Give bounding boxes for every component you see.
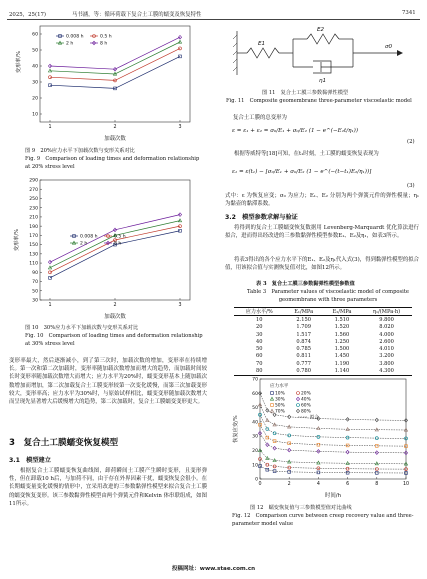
table-row: [234, 360, 412, 367]
y-tick-label: 40: [32, 64, 38, 70]
fig12-legend-title: 应力水平: [270, 384, 289, 389]
legend-label: 0.008 h: [80, 234, 98, 240]
table-cell: 9.800: [379, 316, 394, 323]
fig9-legend: [56, 34, 112, 47]
data-point: [178, 219, 181, 222]
table-row: [234, 353, 412, 360]
table-cell: 20: [256, 324, 263, 331]
table-cell: 40: [256, 338, 263, 345]
table-cell: 0.874: [296, 338, 311, 345]
y-tick-label: 0: [255, 477, 258, 483]
x-tick-label: 1: [48, 303, 52, 308]
fit-line: [260, 459, 406, 469]
legend-marker: [296, 409, 299, 413]
y-tick-label: 190: [29, 224, 38, 230]
x-tick-label: 8: [375, 482, 379, 487]
table-cell: 4.000: [379, 331, 394, 338]
x-tick-label: 0: [258, 482, 262, 487]
x-tick-label: 2: [113, 125, 117, 130]
data-point: [266, 436, 269, 439]
table3-title-cn: 表 3 复合土工膜三参数黏弹性模型参数值: [256, 281, 355, 287]
legend-label: 80%: [301, 409, 311, 415]
y-tick-label: 60: [252, 391, 258, 397]
y-tick-label: 110: [29, 261, 38, 267]
right-intro: 复合土工膜的总变形为: [233, 115, 287, 121]
y-tick-label: 250: [29, 197, 38, 203]
legend-marker: [270, 409, 273, 412]
legend-label: 2 h: [66, 41, 74, 47]
table-row: [234, 367, 412, 375]
y-tick-label: 290: [29, 178, 38, 184]
y-tick-label: 210: [29, 215, 38, 221]
x-tick-label: 4: [316, 482, 320, 487]
data-point: [375, 462, 378, 465]
fig10-caption-en: [25, 333, 205, 348]
fit-line: [260, 433, 406, 453]
x-tick-label: 1: [48, 125, 52, 130]
x-tick-label: 10: [402, 482, 410, 487]
data-point: [317, 427, 320, 430]
table-header-cell: E₂/MPa: [323, 308, 361, 316]
y-tick-label: 170: [29, 233, 38, 239]
table-row: [234, 338, 412, 345]
label-e2: E2: [317, 27, 325, 33]
table-cell: 1.709: [296, 324, 311, 331]
data-point: [48, 260, 51, 264]
fig9-xlabel: 加载次数: [104, 136, 126, 142]
fig10-caption-cn: 图 10 30%应力水平下加载次数与变形关系对比: [25, 325, 139, 331]
legend-label: 拟合: [310, 415, 319, 421]
y-tick-label: 60: [32, 32, 38, 38]
table-cell: 1.140: [323, 367, 361, 375]
right-paragraph-4: 将得到的复合土工膜蠕变恢复数据用 Levenberg-Marquardt 优化算法进行拟合，进而得出经改进的三参数黏弹性模型参数E₁、E₂及η₁，如表3所示。: [225, 225, 419, 240]
section-3-2-heading: 3.2 模型参数求解与验证: [225, 214, 298, 221]
x-tick-label: 6: [346, 482, 350, 487]
table-cell: 1.520: [334, 324, 350, 331]
fig12-caption-en: [232, 513, 418, 528]
fig10-ylabel: 变形率/%: [14, 228, 20, 252]
table-cell: 1.560: [334, 331, 350, 338]
fig9-caption-cn: 图 9 20%应力水平下加载次数与变形关系对比: [25, 148, 135, 154]
y-tick-label: 20: [252, 449, 258, 455]
running-header-title: 马书涵，等：循环荷载下复合土工膜的蠕变及恢复特性: [72, 12, 202, 18]
label-e1: E1: [258, 41, 266, 47]
table-cell: 60: [256, 353, 263, 360]
y-tick-label: 40: [252, 420, 258, 426]
table-row: [234, 324, 412, 331]
legend-label: 8 h: [100, 41, 108, 47]
equation-2: ε = ε₁ + ε₂ = σ₀/E₁ + σ₀/E₂ (1 − e^(−E₂t/η₁)): [232, 128, 359, 134]
fig12-legend: [270, 391, 319, 421]
fig9-caption-en: [25, 156, 205, 171]
data-point: [48, 69, 51, 72]
figure-9-chart: [10, 22, 205, 144]
table-cell: 3.800: [379, 360, 394, 367]
left-paragraph: 变形率最大，然后逐渐减小，到了第三次时，加载次数的增加，变形率在持续增长。第一次和第二次加载时，变形率随加载次数增加而增大的趋势，而加载时间较长时变形率随加载次数增大而增大；应力水平为20%时，蠕变变形基本上随加载次数增加而增加，第二次加载复合土工膜变形较第一次变化缓慢，而第三次加载变形较大，变形率高；应力水平为30%时，与原始试样相比，蠕变变形随加载次数增大而呈现先显著增大后缓慢增大的趋势，第二次加载时，复合土工膜蠕变变形更大。: [9, 358, 207, 406]
table-cell: 1.500: [334, 346, 350, 353]
table-row: [234, 316, 412, 324]
legend-marker: [297, 404, 300, 407]
legend-label: 2 h: [80, 241, 88, 247]
parameter-table: [234, 307, 412, 376]
table-cell: 8.020: [379, 324, 394, 331]
y-tick-label: 90: [32, 270, 38, 276]
section-3-1-heading: 3.1 模型建立: [9, 457, 51, 464]
table-cell: 3.200: [379, 353, 394, 360]
y-tick-label: 30: [252, 434, 258, 440]
fig12-caption-en-text: Fig. 12 Comparison curve between creep recovery value and three-parameter model value: [232, 513, 414, 527]
table-cell: 50: [256, 346, 263, 353]
y-tick-label: 50: [32, 48, 38, 54]
running-header-volume: 2025，25(17): [9, 12, 47, 18]
footer-url: 投稿网址：www.stae.com.cn: [171, 566, 256, 572]
table3-title-en: Table 3 Parameter values of viscoelastic model of composite geomembrane with three parameters: [247, 289, 409, 303]
header-rule: [7, 19, 420, 20]
legend-label: 0.008 h: [66, 34, 84, 40]
legend-label: 60%: [301, 403, 311, 409]
legend-label: 40%: [301, 397, 311, 403]
table-cell: 0.777: [296, 360, 311, 367]
data-point: [49, 276, 52, 279]
figure-10-chart: [10, 176, 205, 322]
legend-label: 30%: [275, 397, 285, 403]
y-tick-label: 20: [32, 96, 38, 102]
legend-label: 8 h: [114, 241, 122, 247]
page-number: 7341: [402, 10, 416, 16]
label-sigma0: σ0: [385, 44, 393, 50]
fig9-ylabel: 变形率/%: [16, 50, 22, 74]
y-tick-label: 70: [32, 280, 38, 286]
table-cell: 0.785: [296, 346, 311, 353]
equation-3-number: (3): [407, 183, 415, 189]
spring-e1: [247, 48, 279, 58]
y-tick-label: 230: [29, 206, 38, 212]
y-tick-label: 10: [252, 463, 258, 469]
fig9-caption-en-text: Fig. 9 Comparison of loading times and deformation relationship at 20% stress level: [25, 156, 200, 170]
fig12-xlabel: 时间/h: [324, 493, 342, 499]
fig12-caption-cn: 图 12 蠕变恢复值与三参数模型值对比曲线: [250, 505, 352, 511]
table-cell: 2.600: [379, 338, 394, 345]
fig11-caption-cn: 图 11 复合土工膜三参数黏弹性模型: [262, 90, 349, 96]
table-cell: 70: [256, 360, 263, 367]
table-header-cell: E₁/MPa: [285, 308, 323, 316]
label-eta1: η1: [319, 78, 327, 84]
data-point: [317, 461, 320, 464]
x-tick-label: 2: [287, 482, 291, 487]
x-tick-label: 3: [178, 303, 182, 308]
legend-marker: [296, 397, 299, 401]
equation-2-number: (2): [407, 139, 415, 145]
x-tick-label: 2: [113, 303, 117, 308]
load-arrow-head: [397, 50, 403, 56]
fig10-caption-en-text: Fig. 10 Comparison of loading times and deformation relationship at 30% stress level: [25, 333, 203, 347]
table-row: [234, 345, 412, 352]
table-cell: 1.250: [334, 338, 350, 345]
equation-3: ε₁ = ε(t₁) − [σ₀/E₁ + σ₀/E₂ (1 − e^(−(t−t₁)E₂/η₁))]: [232, 169, 372, 175]
fig10-xlabel: 加载次数: [104, 314, 126, 320]
fig11-caption-en: Fig. 11 Composite geomembrane three-parameter viscoelastic model: [226, 98, 412, 104]
table-cell: 2.150: [296, 316, 311, 323]
y-tick-label: 50: [252, 406, 258, 412]
fit-line: [260, 466, 406, 473]
y-tick-label: 30: [32, 80, 38, 86]
y-tick-label: 50: [32, 289, 38, 295]
legend-label: 70%: [275, 409, 285, 415]
spring-e2: [307, 34, 339, 44]
y-tick-label: 150: [29, 243, 38, 249]
table-cell: 1.517: [296, 331, 311, 338]
y-tick-label: 70: [252, 377, 258, 383]
table-cell: 1.510: [334, 316, 350, 323]
legend-marker: [270, 397, 273, 400]
legend-marker: [271, 392, 274, 395]
fig12-ylabel: 恢复应变/%: [233, 415, 239, 443]
table-header-cell: 应力水平/%: [234, 308, 285, 316]
table-cell: 1.190: [334, 360, 350, 367]
y-tick-label: 10: [32, 112, 38, 118]
series-line: [50, 48, 180, 80]
fig10-legend: [70, 234, 126, 247]
fit-line: [260, 425, 406, 446]
table-cell: 80: [234, 367, 285, 375]
table-cell: 0.780: [285, 367, 323, 375]
right-paragraph-2: 根据等威特等[18]可知，在t₁时刻，土工膜的蠕变恢复表现为: [234, 151, 379, 157]
legend-label: 0.5 h: [114, 234, 126, 240]
table-cell: 4.010: [379, 346, 394, 353]
x-tick-label: 3: [178, 125, 182, 130]
table-cell: 1.450: [334, 353, 350, 360]
table-cell: 0.811: [296, 353, 311, 360]
table-cell: 10: [256, 316, 263, 323]
legend-marker: [297, 392, 300, 395]
y-tick-label: 270: [29, 187, 38, 193]
section-3-1-paragraph: 根据复合土工膜蠕变恢复曲线图，卸荷瞬间土工膜产生瞬时变形，且变形弹性，但在卸载10 h后，与加荷不同，由于存在外界因素干扰，蠕变恢复会很小。在长期蠕变量变化缓慢的情形中，宜采用改进的三参数黏弹性模型来拟合复合土工膜的蠕变恢复变形。该三参数黏弹性模型由两个弹簧元件和Kelvin 体串联组成，如图11所示。: [9, 468, 207, 507]
legend-label: 10%: [275, 391, 285, 397]
figure-12-chart: [226, 375, 416, 501]
table-cell: 30: [256, 331, 263, 338]
table-header-row: [234, 308, 412, 316]
data-point: [266, 419, 269, 422]
fit-line: [260, 415, 406, 439]
right-paragraph-5: 将表3得出的各个应力水平下的E₁、E₂及η₁代入式(3)，得到黏弹性模型的拟合值，用该拟合值与实测恢复值对比，如图12所示。: [225, 257, 419, 272]
table-cell: 4.300: [361, 367, 412, 375]
figure-11-diagram: [225, 25, 415, 87]
table-row: [234, 331, 412, 338]
table-header-cell: η₁/(MPa·h): [361, 308, 412, 316]
y-tick-label: 30: [32, 298, 38, 304]
legend-label: 20%: [301, 391, 311, 397]
right-paragraph-3: 式中：ε 为恢复应变；σ₀ 为应力；E₁、E₂ 分别为两个弹簧元件的弹性模量；η₁ 为黏壶的黏滞系数。: [225, 193, 419, 208]
y-tick-label: 130: [29, 252, 38, 258]
legend-label: 0.5 h: [100, 34, 112, 40]
legend-label: 50%: [275, 403, 285, 409]
section-3-heading: 3 复合土工膜蠕变恢复模型: [9, 438, 119, 448]
data-point: [178, 40, 181, 43]
legend-marker: [271, 404, 274, 407]
